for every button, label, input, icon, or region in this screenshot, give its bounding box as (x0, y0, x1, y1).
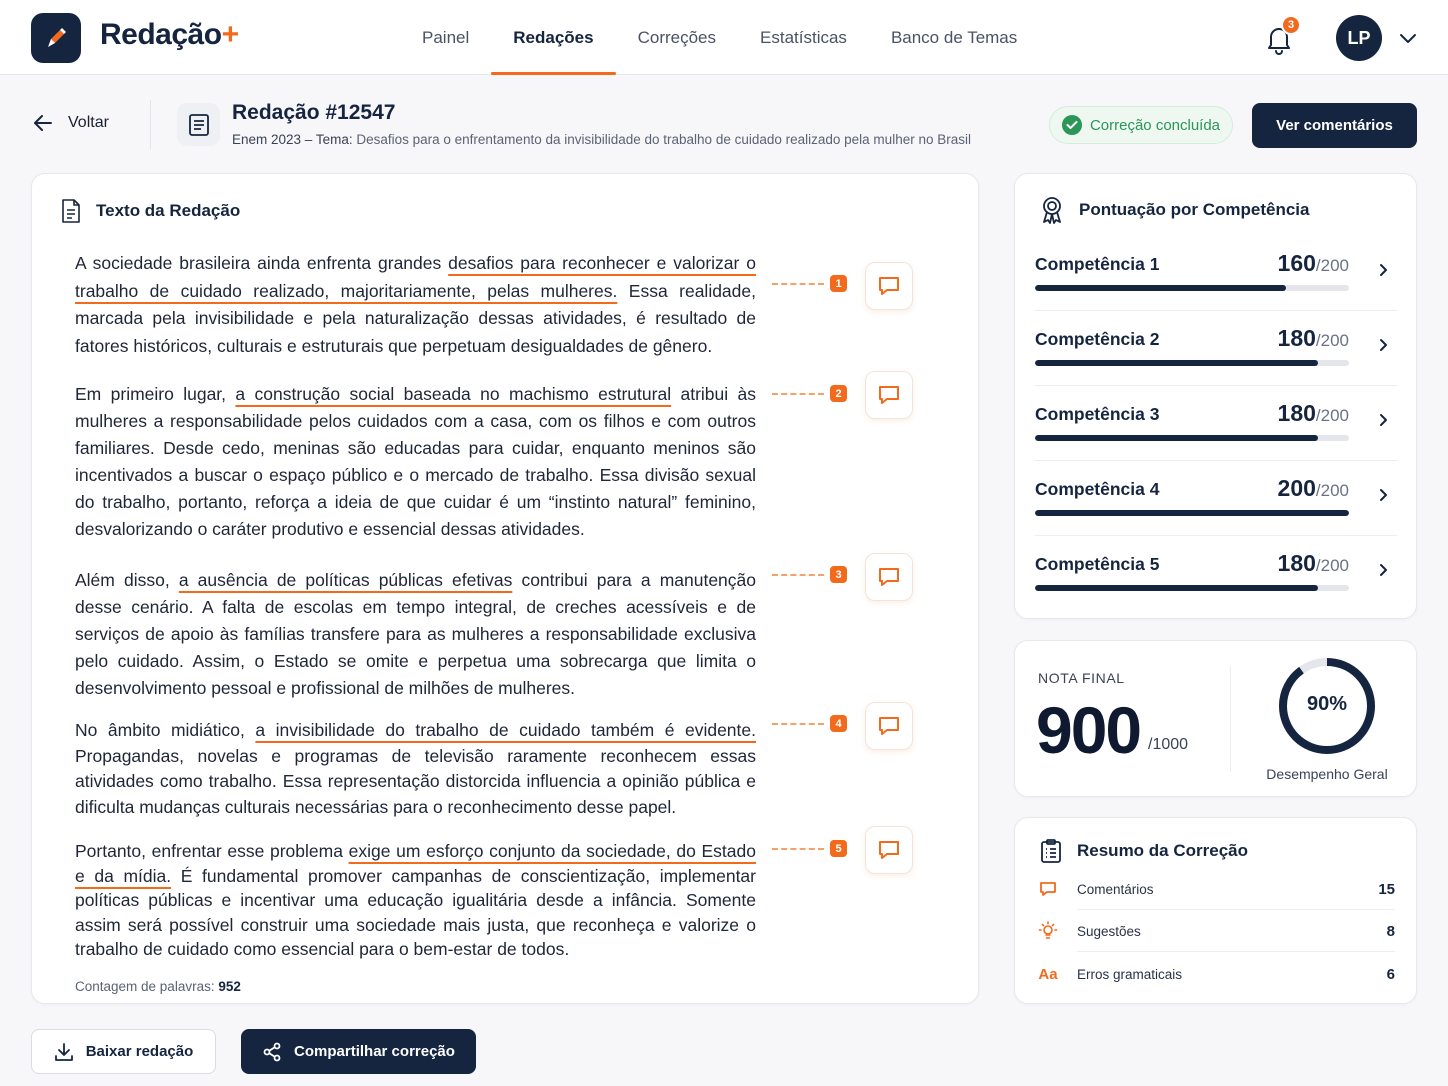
top-navbar (0, 0, 1448, 75)
essay-card (31, 173, 979, 1004)
essay-paragraph-3: Além disso, a ausência de políticas públicas efetivas contribui para a manutenção desse cenário. A falta de escolas em tempo integral, de creches acessíveis e de serviços de apoio às famílias transfere para as mulheres a responsabilidade exclusiva pelo cuidado. Assim, o Estado se omite e perpetua uma sobrecarga que limita o desenvolvimento pessoal e profissional de milhões de mulheres. (75, 570, 757, 698)
brand-name[interactable]: Redação+ (100, 18, 239, 51)
final-score-label: NOTA FINAL (1038, 670, 1125, 686)
back-label: Voltar (68, 114, 109, 131)
competency-progress (1035, 435, 1349, 441)
main-nav (400, 0, 1039, 75)
chevron-right-icon (1375, 487, 1391, 503)
chevron-down-icon[interactable] (1398, 28, 1418, 48)
competency-score: 180/200 (1277, 325, 1349, 351)
comment-icon (877, 839, 901, 861)
competency-progress (1035, 360, 1349, 366)
competency-row-2[interactable] (1035, 311, 1397, 386)
final-score: 900 (1036, 693, 1141, 767)
competency-progress (1035, 585, 1349, 591)
highlight-5[interactable]: exige um esforço conjunto da sociedade, do Estado e da mídia. (75, 841, 756, 886)
comment-button-1[interactable] (865, 262, 913, 310)
competency-progress (1035, 285, 1349, 291)
highlight-2[interactable]: a construção social baseada no machismo estrutural (235, 384, 672, 404)
competency-score: 180/200 (1277, 400, 1349, 426)
essay-paragraph-4: No âmbito midiático, a invisibilidade do trabalho de cuidado também é evidente. Propagandas, novelas e programas de televisão raramente reconhecem essas atividades como trabalho. Essa representação distorcida influencia a opinião pública e dificulta mudanças culturais necessárias para o reconhecimento desse papel. (75, 720, 756, 817)
comment-button-2[interactable] (865, 371, 913, 419)
award-icon (1039, 196, 1065, 224)
competency-score: 200/200 (1277, 475, 1349, 501)
chevron-right-icon (1375, 337, 1391, 353)
final-score-card (1014, 640, 1417, 797)
comment-button-3[interactable] (865, 553, 913, 601)
competency-score: 180/200 (1277, 550, 1349, 576)
file-text-icon (60, 198, 82, 224)
nav-item-correcoes[interactable]: Correções (637, 27, 717, 47)
summary-row-comments[interactable]: Comentários 15 (1037, 868, 1395, 910)
comment-icon (877, 384, 901, 406)
competency-row-5[interactable] (1035, 536, 1397, 611)
essay-paragraph-1: A sociedade brasileira ainda enfrenta grandes desafios para reconhecer e valorizar o trabalho de cuidado realizado, majoritariamente, pelas mulheres. Essa realidade, marcada pela invisibilidade e pela naturalização dessas atividades, é resultado de fatores históricos, culturais e estruturais que perpetuam desigualdades de gênero. (75, 253, 756, 356)
status-badge: Correção concluída (1049, 106, 1233, 144)
highlight-1[interactable]: desafios para reconhecer e valorizar o trabalho de cuidado realizado, majoritariamente, pelas mulheres. (75, 253, 756, 301)
competency-row-4[interactable] (1035, 461, 1397, 536)
check-circle-icon (1062, 115, 1082, 135)
competencies-card (1014, 173, 1417, 619)
competency-progress (1035, 510, 1349, 516)
summary-row-suggestions[interactable]: Sugestões 8 (1037, 910, 1395, 952)
document-icon (177, 103, 220, 146)
highlight-4[interactable]: a invisibilidade do trabalho de cuidado também é evidente. (255, 720, 756, 740)
share-icon (262, 1042, 282, 1062)
comment-marker-3: 3 (772, 566, 847, 583)
share-button[interactable]: Compartilhar correção (241, 1029, 476, 1074)
word-count: Contagem de palavras: 952 (75, 979, 241, 994)
view-comments-button[interactable]: Ver comentários (1252, 103, 1417, 148)
logo-icon[interactable] (31, 13, 81, 63)
competencies-header: Pontuação por Competência (1039, 196, 1309, 224)
header-divider (150, 100, 151, 150)
back-button[interactable] (32, 112, 109, 134)
competency-row-3[interactable] (1035, 386, 1397, 461)
essay-section-header: Texto da Redação (60, 198, 240, 224)
summary-header: Resumo da Correção (1039, 838, 1248, 864)
performance-label: Desempenho Geral (1266, 766, 1388, 782)
comment-icon (877, 715, 901, 737)
nav-item-painel[interactable]: Painel (422, 27, 470, 47)
summary-card (1014, 817, 1417, 1004)
comment-icon (1037, 878, 1059, 900)
nav-item-redacoes[interactable]: Redações (491, 0, 615, 75)
essay-subtitle: Enem 2023 – Tema: Desafios para o enfrentamento da invisibilidade do trabalho de cuidado realizado pela mulher no Brasil (232, 132, 971, 147)
chevron-right-icon (1375, 562, 1391, 578)
clipboard-icon (1039, 838, 1063, 864)
comment-marker-5: 5 (772, 840, 847, 857)
comment-button-5[interactable] (865, 826, 913, 874)
comment-marker-1: 1 (772, 275, 847, 292)
competency-label: Competência 4 (1035, 479, 1160, 499)
competency-label: Competência 1 (1035, 254, 1160, 274)
competency-row-1[interactable] (1035, 236, 1397, 311)
essay-paragraph-2: Em primeiro lugar, a construção social baseada no machismo estrutural atribui às mulheres a responsabilidade pelos cuidados com a casa, com os filhos e com outros familiares. Desde cedo, meninas são educadas para cuidar, enquanto meninos são incentivados a buscar o espaço público e o mercado de trabalho. Essa divisão sexual do trabalho, portanto, reforça a ideia de que cuidar é um “instinto natural” feminino, desvalorizando o caráter produtivo e essencial dessas atividades. (75, 384, 757, 539)
summary-row-grammar[interactable]: Aa Erros gramaticais 6 (1037, 953, 1395, 995)
comment-marker-4: 4 (772, 715, 847, 732)
page-title: Redação #12547 (232, 101, 396, 124)
competency-label: Competência 3 (1035, 404, 1160, 424)
chevron-right-icon (1375, 262, 1391, 278)
nav-item-banco-de-temas[interactable]: Banco de Temas (890, 27, 1018, 47)
competency-label: Competência 5 (1035, 554, 1160, 574)
competency-label: Competência 2 (1035, 329, 1160, 349)
arrow-left-icon (32, 112, 54, 134)
comment-marker-2: 2 (772, 385, 847, 402)
download-icon (54, 1042, 74, 1062)
competency-score: 160/200 (1277, 250, 1349, 276)
essay-paragraph-5: Portanto, enfrentar esse problema exige um esforço conjunto da sociedade, do Estado e da mídia. É fundamental promover campanhas de conscientização, implementar políticas públicas e incentivar uma educação igualitária desde a infância. Somente assim será possível construir uma sociedade mais justa, que reconheça e valorize o trabalho de cuidado como essencial para o bem-estar de todos. (75, 841, 756, 959)
notification-badge: 3 (1281, 15, 1301, 35)
highlight-3[interactable]: a ausência de políticas públicas efetivas (178, 570, 513, 590)
final-score-max: /1000 (1148, 736, 1189, 753)
nav-item-estatisticas[interactable]: Estatísticas (760, 27, 847, 47)
avatar[interactable]: LP (1336, 15, 1382, 61)
comment-icon (877, 275, 901, 297)
comment-icon (877, 566, 901, 588)
download-button[interactable]: Baixar redação (31, 1029, 216, 1074)
lightbulb-icon (1037, 920, 1059, 942)
performance-percent: 90% (1306, 693, 1348, 715)
chevron-right-icon (1375, 412, 1391, 428)
grammar-icon: Aa (1038, 965, 1058, 983)
comment-button-4[interactable] (865, 702, 913, 750)
